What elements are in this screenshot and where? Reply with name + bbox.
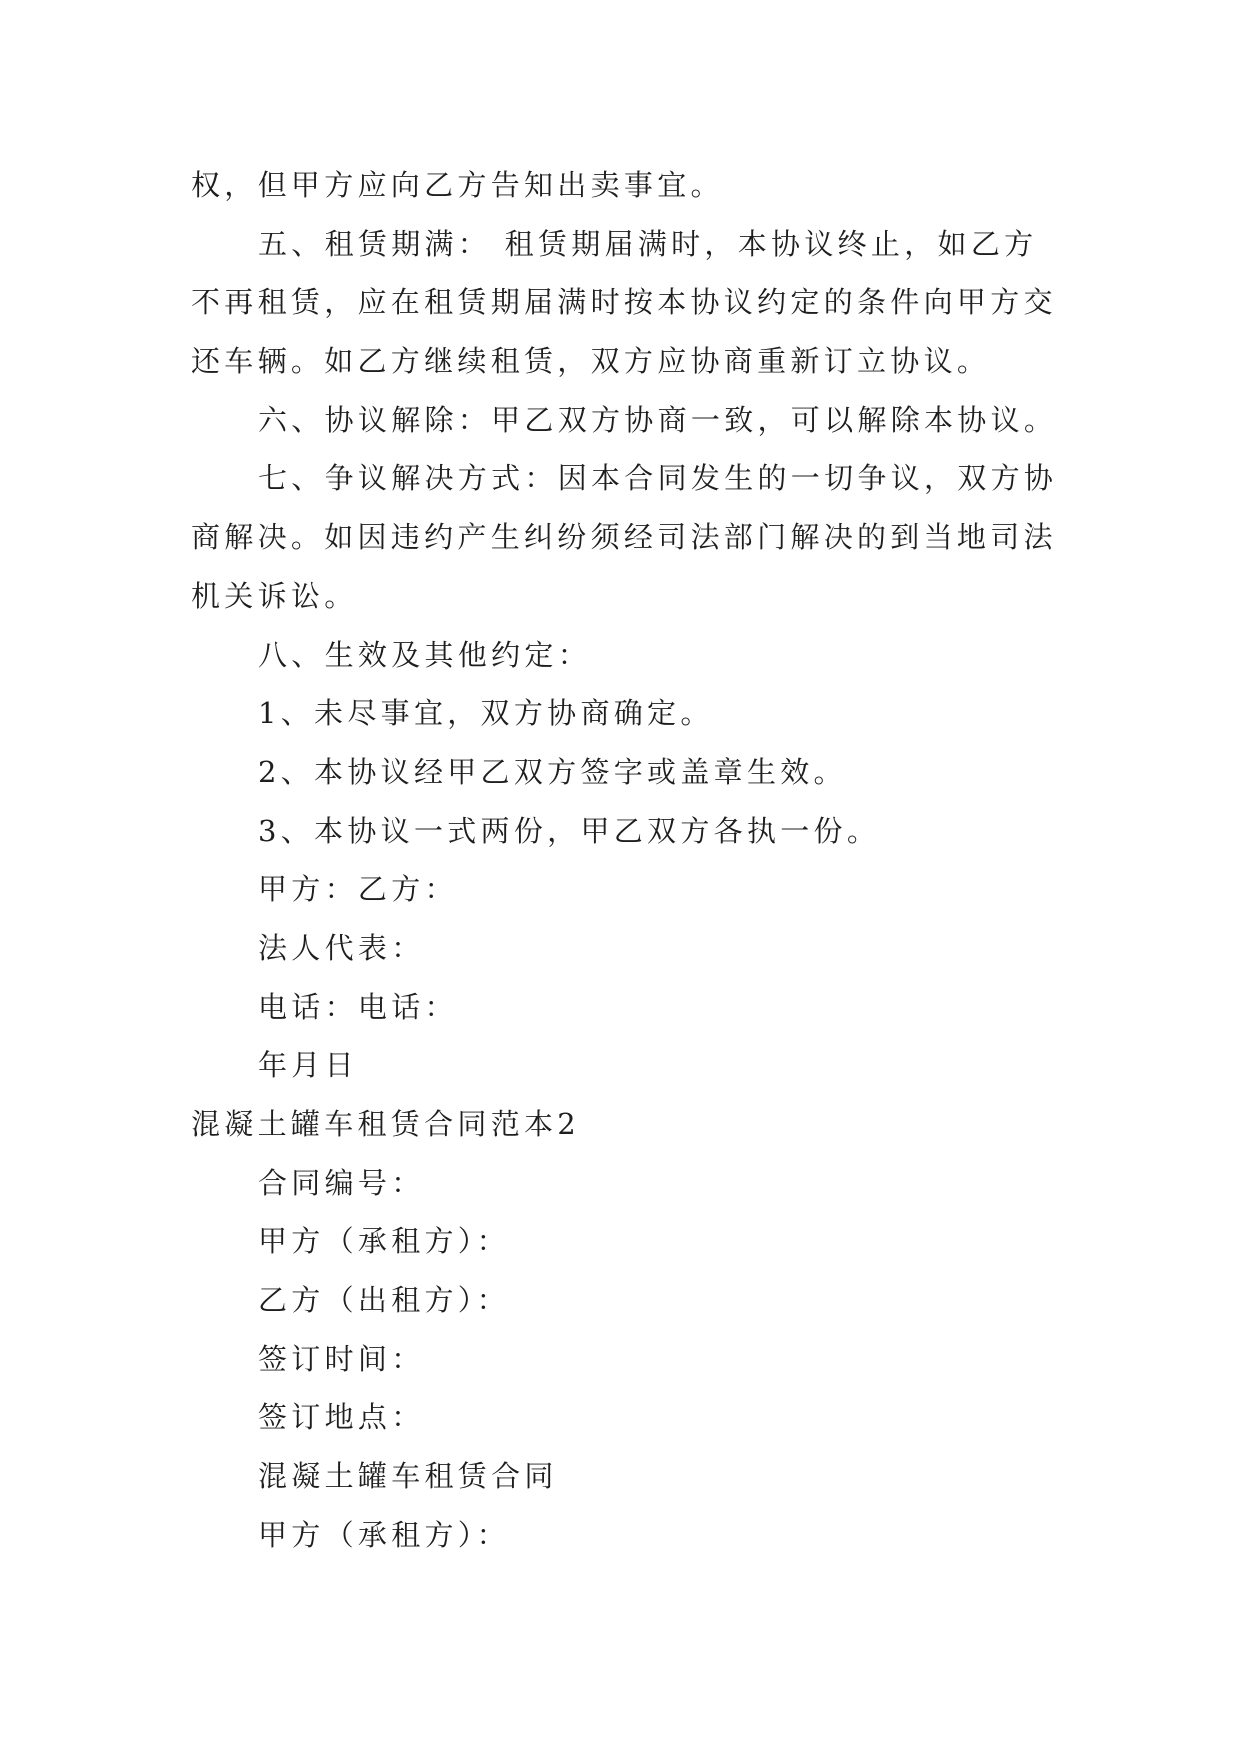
text-line: 1、未尽事宜，双方协商确定。: [258, 696, 714, 731]
text-line: 签订地点：: [258, 1400, 425, 1435]
text-line: 甲方：乙方：: [258, 872, 458, 907]
text-line: 法人代表：: [258, 930, 425, 965]
text-line: 机关诉讼。: [191, 578, 358, 613]
text-line: 混凝土罐车租赁合同: [258, 1459, 558, 1494]
text-line: 七、争议解决方式：因本合同发生的一切争议，双方协: [258, 461, 1058, 496]
text-line: 六、协议解除：甲乙双方协商一致，可以解除本协议。: [258, 402, 1058, 437]
text-line: 甲方（承租方）：: [258, 1517, 510, 1552]
text-line: 年月日: [258, 1048, 358, 1083]
clause-5-lease-expiry: [191, 215, 1091, 391]
clause-8-effectiveness: [191, 626, 1091, 685]
text-line: 权，但甲方应向乙方告知出卖事宜。: [191, 168, 724, 202]
contract-number: [191, 1154, 1091, 1213]
text-line: 八、生效及其他约定：: [258, 637, 592, 672]
text-line: 3、本协议一式两份，甲乙双方各执一份。: [258, 813, 881, 848]
section-heading: [191, 1095, 1091, 1154]
text-line: 签订时间：: [258, 1341, 425, 1376]
signature-date: [191, 1036, 1091, 1095]
text-line: 2、本协议经甲乙双方签字或盖章生效。: [258, 754, 847, 789]
party-a-lessee-repeat: [191, 1506, 1091, 1565]
party-a-lessee: [191, 1212, 1091, 1271]
text-line: 不再租赁，应在租赁期届满时按本协议约定的条件向甲方交: [191, 285, 1057, 320]
clause-8-item-3: [191, 802, 1091, 861]
document-body: [191, 156, 1091, 1565]
signature-legal-representative: [191, 919, 1091, 978]
signing-time: [191, 1330, 1091, 1389]
signature-parties: [191, 860, 1091, 919]
signature-phone: [191, 978, 1091, 1037]
text-line: 合同编号：: [258, 1165, 425, 1200]
text-line: 乙方（出租方）：: [258, 1283, 510, 1318]
signing-place: [191, 1388, 1091, 1447]
text-line: 甲方（承租方）：: [258, 1224, 510, 1259]
text-line: 五、租赁期满： 租赁期届满时，本协议终止，如乙方: [258, 226, 1038, 261]
text-line: 还车辆。如乙方继续租赁，双方应协商重新订立协议。: [191, 344, 991, 379]
party-b-lessor: [191, 1271, 1091, 1330]
clause-8-item-1: [191, 684, 1091, 743]
clause-8-item-2: [191, 743, 1091, 802]
paragraph-continuation: [191, 156, 1091, 215]
contract-title: [191, 1447, 1091, 1506]
clause-6-termination: [191, 391, 1091, 450]
heading-line: 混凝土罐车租赁合同范本2: [191, 1107, 581, 1141]
text-line: 电话：电话：: [258, 989, 458, 1024]
text-line: 商解决。如因违约产生纠纷须经司法部门解决的到当地司法: [191, 520, 1057, 555]
clause-7-dispute-resolution: [191, 449, 1091, 625]
